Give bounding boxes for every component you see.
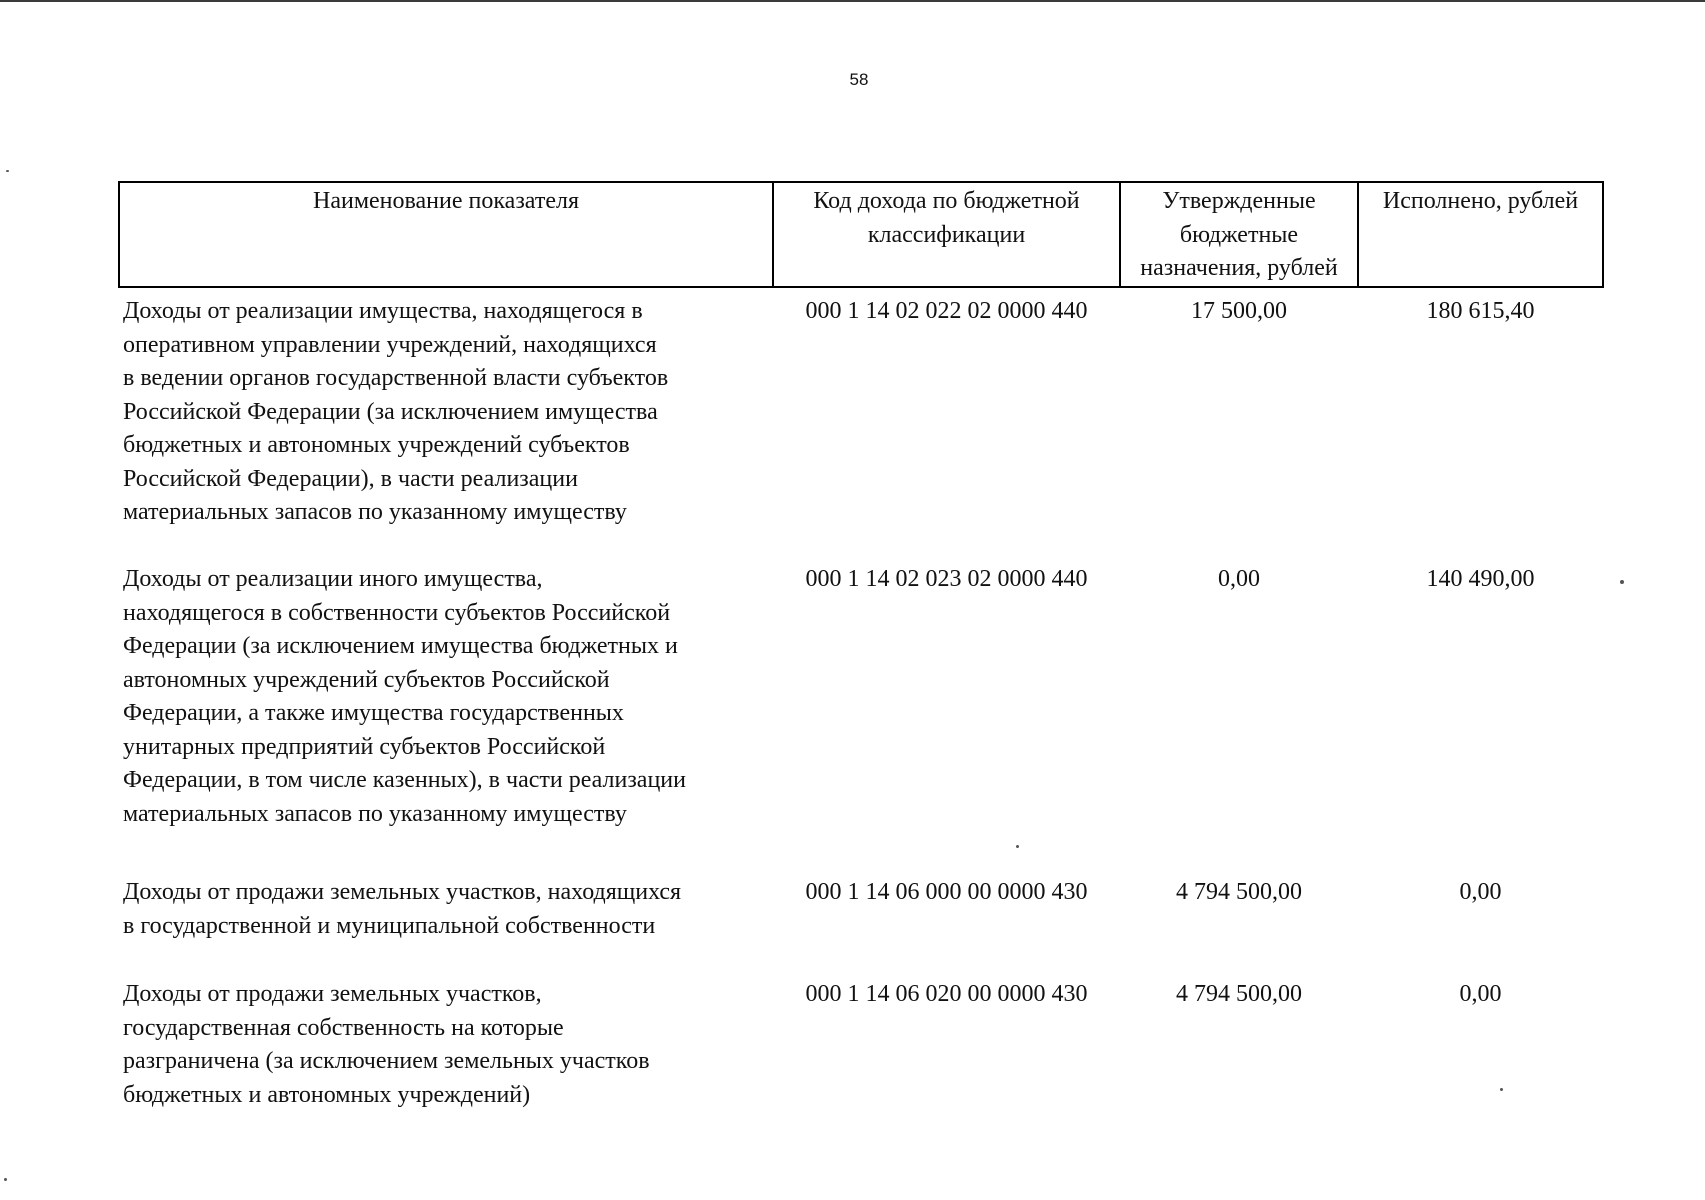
table-row	[119, 978, 1603, 1113]
row-indicator-name	[119, 287, 773, 563]
row-indicator-name	[119, 978, 773, 1113]
header-row	[119, 182, 1603, 287]
scan-speck	[4, 1178, 7, 1181]
row-executed-amount: 0,00	[1459, 981, 1502, 1007]
row-revenue-code: 000 1 14 02 022 02 0000 440	[805, 298, 1088, 324]
row-revenue-code: 000 1 14 06 000 00 0000 430	[805, 879, 1088, 905]
header-indicator-name: Наименование показателя	[119, 182, 773, 287]
scan-speck	[6, 170, 9, 172]
table-row	[119, 287, 1603, 563]
table-row	[119, 876, 1603, 978]
row-executed-amount: 140 490,00	[1426, 566, 1535, 592]
row-executed-amount: 180 615,40	[1426, 298, 1535, 324]
row-revenue-code: 000 1 14 02 023 02 0000 440	[805, 566, 1088, 592]
row-indicator-text: Доходы от продажи земельных участков, государственная собственность на которые разграничена (за исключением земельных участков бюджетных и автономных учреждений)	[123, 981, 650, 1108]
row-approved-amount: 0,00	[1218, 566, 1260, 592]
scan-speck	[1500, 1088, 1503, 1091]
header-executed-amount: Исполнено, рублей	[1358, 182, 1603, 287]
table-body	[119, 287, 1603, 1113]
row-indicator-text: Доходы от реализации имущества, находящегося в оперативном управлении учреждений, находящихся в ведении органов государственной власти субъектов Российской Федерации (за исключением имущества бюджетных и автономных учреждений субъектов Российской Федерации), в части реализации материальных запасов по указанному имуществу	[123, 298, 669, 525]
scan-speck	[1620, 580, 1624, 584]
header-revenue-code: Код дохода по бюджетной классификации	[773, 182, 1120, 287]
row-approved-amount: 17 500,00	[1191, 298, 1287, 324]
page-number: 58	[849, 70, 869, 89]
row-approved-amount: 4 794 500,00	[1176, 879, 1302, 905]
row-revenue-code: 000 1 14 06 020 00 0000 430	[805, 981, 1088, 1007]
table-row	[119, 563, 1603, 876]
scan-top-edge	[0, 0, 1705, 2]
row-indicator-text: Доходы от продажи земельных участков, находящихся в государственной и муниципальной собственности	[123, 879, 682, 939]
header-approved-amount: Утвержденные бюджетные назначения, рублей	[1120, 182, 1358, 287]
row-indicator-name	[119, 563, 773, 876]
row-executed-amount: 0,00	[1459, 879, 1502, 905]
revenue-table	[118, 181, 1604, 1113]
table-header	[119, 182, 1603, 287]
row-indicator-text: Доходы от реализации иного имущества, находящегося в собственности субъектов Российской Федерации (за исключением имущества бюджетных и автономных учреждений субъектов Российской Федерации, а также имущества государственных унитарных предприятий субъектов Российской Федерации, в том числе казенных), в части реализации материальных запасов по указанному имуществу	[123, 566, 686, 827]
row-indicator-name	[119, 876, 773, 978]
scan-speck	[1016, 845, 1019, 848]
row-approved-amount: 4 794 500,00	[1176, 981, 1302, 1007]
